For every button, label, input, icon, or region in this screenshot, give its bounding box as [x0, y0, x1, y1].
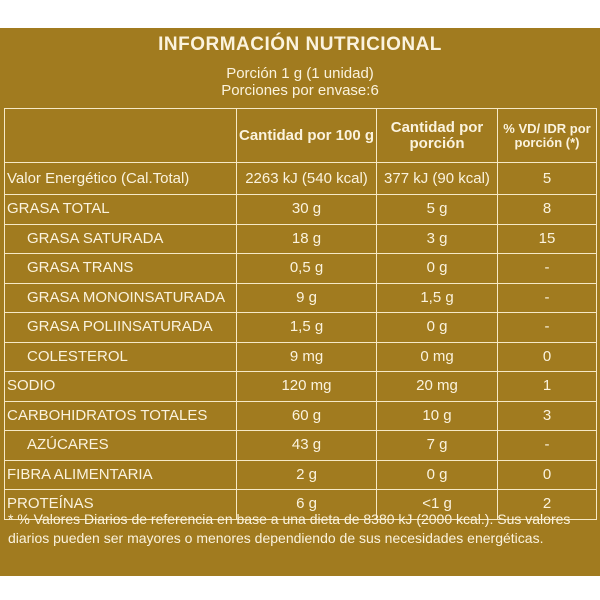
daily-value-percent: 3: [498, 401, 597, 431]
daily-value-percent: 15: [498, 224, 597, 254]
amount-per-100g: 120 mg: [237, 372, 377, 402]
table-row: [5, 372, 597, 402]
header-per-portion: Cantidad por porción: [377, 109, 498, 163]
nutrient-name: GRASA MONOINSATURADA: [5, 283, 237, 313]
header-daily-value: % VD/ IDR por porción (*): [498, 109, 597, 163]
amount-per-portion: 0 g: [377, 313, 498, 343]
amount-per-portion: 0 g: [377, 460, 498, 490]
nutrient-name: GRASA SATURADA: [5, 224, 237, 254]
nutrient-name: GRASA TRANS: [5, 254, 237, 284]
label-title: INFORMACIÓN NUTRICIONAL: [158, 34, 442, 55]
amount-per-portion: 3 g: [377, 224, 498, 254]
header-nutrient: [5, 109, 237, 163]
amount-per-100g: 60 g: [237, 401, 377, 431]
nutrient-name: FIBRA ALIMENTARIA: [5, 460, 237, 490]
table-row: [5, 313, 597, 343]
table-row: [5, 163, 597, 195]
daily-value-percent: -: [498, 254, 597, 284]
daily-value-percent: 8: [498, 195, 597, 225]
amount-per-100g: 6 g: [237, 490, 377, 520]
servings-per-container: Porciones por envase:6: [221, 82, 379, 99]
amount-per-100g: 0,5 g: [237, 254, 377, 284]
table-row: [5, 342, 597, 372]
footnote: * % Valores Diarios de referencia en base a una dieta de 8380 kJ (2000 kcal.). Sus valores diarios pueden ser mayores o menores dependiendo de sus necesidades energéticas.: [8, 511, 571, 546]
nutrient-name: GRASA POLIINSATURADA: [5, 313, 237, 343]
nutrient-name: Valor Energético (Cal.Total): [5, 163, 237, 195]
table-header-row: [5, 109, 597, 163]
table-row: [5, 283, 597, 313]
table-row: [5, 224, 597, 254]
nutrient-name: PROTEÍNAS: [5, 490, 237, 520]
nutrient-name: GRASA TOTAL: [5, 195, 237, 225]
header-per-100g: Cantidad por 100 g: [237, 109, 377, 163]
amount-per-100g: 2263 kJ (540 kcal): [237, 163, 377, 195]
amount-per-100g: 1,5 g: [237, 313, 377, 343]
daily-value-percent: 0: [498, 342, 597, 372]
daily-value-percent: -: [498, 313, 597, 343]
daily-value-percent: 2: [498, 490, 597, 520]
nutrient-name: AZÚCARES: [5, 431, 237, 461]
amount-per-100g: 9 mg: [237, 342, 377, 372]
amount-per-portion: 1,5 g: [377, 283, 498, 313]
amount-per-100g: 18 g: [237, 224, 377, 254]
amount-per-portion: 5 g: [377, 195, 498, 225]
amount-per-100g: 9 g: [237, 283, 377, 313]
amount-per-portion: 10 g: [377, 401, 498, 431]
nutrient-name: COLESTEROL: [5, 342, 237, 372]
nutrient-name: SODIO: [5, 372, 237, 402]
table-row: [5, 431, 597, 461]
amount-per-100g: 2 g: [237, 460, 377, 490]
nutrition-table: [4, 108, 597, 520]
daily-value-percent: 0: [498, 460, 597, 490]
amount-per-portion: 0 mg: [377, 342, 498, 372]
nutrient-name: CARBOHIDRATOS TOTALES: [5, 401, 237, 431]
table-row: [5, 195, 597, 225]
daily-value-percent: 5: [498, 163, 597, 195]
portion-size: Porción 1 g (1 unidad): [226, 65, 374, 82]
table-row: [5, 460, 597, 490]
daily-value-percent: 1: [498, 372, 597, 402]
amount-per-100g: 30 g: [237, 195, 377, 225]
amount-per-portion: 0 g: [377, 254, 498, 284]
table-row: [5, 254, 597, 284]
amount-per-portion: 377 kJ (90 kcal): [377, 163, 498, 195]
daily-value-percent: -: [498, 431, 597, 461]
daily-value-percent: -: [498, 283, 597, 313]
nutrition-label: [0, 28, 600, 576]
amount-per-100g: 43 g: [237, 431, 377, 461]
amount-per-portion: 7 g: [377, 431, 498, 461]
amount-per-portion: <1 g: [377, 490, 498, 520]
amount-per-portion: 20 mg: [377, 372, 498, 402]
table-row: [5, 401, 597, 431]
